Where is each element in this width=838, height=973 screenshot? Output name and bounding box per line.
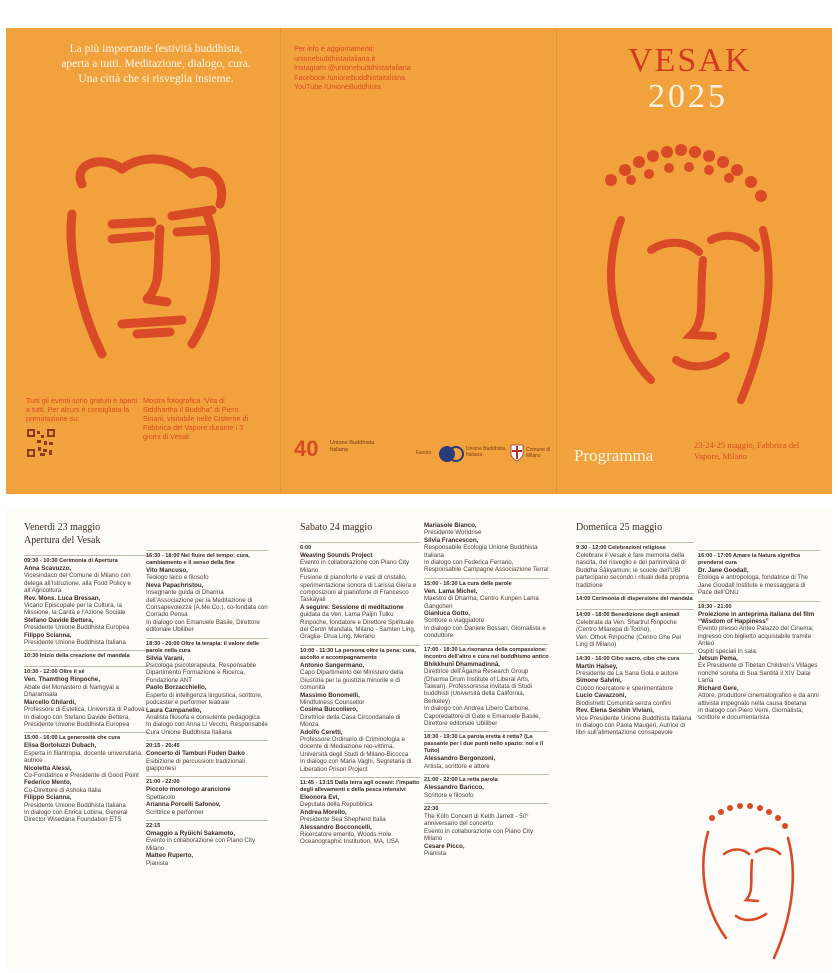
speaker-role: Capo Dipartimento del Ministero della Giustizia per la giustizia minorile e di comunità	[300, 669, 404, 692]
speaker-role: Abate del Monastero di Namgyal a Dharamsala	[24, 683, 119, 699]
session-time: 14:00 - 18:00 Benedizione degli animali	[576, 609, 694, 619]
speaker-name: Cesare Picco,	[424, 842, 465, 850]
milano-crest-icon	[510, 444, 524, 462]
session-block	[424, 813, 549, 857]
speaker-name: Neva Papachristou,	[146, 581, 204, 589]
session-time: 21:00 - 22:00 La retta parola	[424, 774, 549, 784]
moderator: In dialogo con Paola Maugeri, Autrice di libri sull’alimentazione consapevole	[576, 721, 686, 737]
programme-column-friday-evening	[146, 522, 268, 871]
speaker-name: Marcello Ghilardi,	[24, 698, 76, 706]
photo-exhibit-note: Mostra fotografica “Vita di Siddhartha il Buddha” di Piero Siriani, visitabile nelle Cisterne di Fabbrica del Vapore durante i 3 giorni di Vesak	[143, 396, 249, 441]
moderator: In dialogo con Federica Ferrario, Responsabile Campagne Associazione Terra!	[424, 559, 549, 574]
speaker-role: Pianista	[424, 850, 447, 857]
partner-logos	[416, 442, 566, 466]
speaker-role: Teologo laico e filosofo	[146, 574, 209, 582]
speaker-role: Analista filosofa e consulente pedagogica	[146, 713, 260, 721]
speaker-name: Rev. Elena Seishin Viviani,	[576, 707, 654, 715]
speaker-role: Presidente Unione Buddhista Italiana	[24, 801, 126, 809]
event-description: Evento in collaborazione con Piano City Milano	[146, 837, 256, 852]
brush-face-illustration	[42, 144, 242, 374]
speaker-role: Presidente Sea Shepherd Italia	[300, 816, 386, 824]
fold-line	[280, 28, 281, 494]
session-time: 15:00 - 16:30 La cura delle parole	[424, 578, 549, 588]
speaker-role: Co-Fondatrice e Presidente di Good Point	[24, 771, 139, 779]
session-block	[24, 676, 149, 728]
session-time: 10:30 Inizio della creazione del mandala	[24, 650, 149, 660]
ubi-40-logo	[294, 436, 384, 466]
speaker-name: Arianna Porcelli Safonov,	[146, 801, 221, 809]
speaker-name: Adolfo Ceretti,	[300, 728, 343, 736]
programme-column-saturday	[300, 522, 420, 850]
event-name: Proiezione in anteprima italiana del film “Wisdom of Happiness”	[698, 610, 815, 626]
day-heading: Sabato 24 maggio	[300, 522, 373, 533]
tagline-line: La più importante festività buddhista,	[69, 43, 243, 55]
session-time: 20:15 - 20:45	[146, 740, 268, 750]
tagline-line: aperta a tutti. Meditazione, dialogo, cura.	[61, 58, 251, 70]
speaker-role: Deputata della Repubblica	[300, 801, 373, 809]
session-time: 14:30 - 16:00 Cibo sacro, cibo che cura	[576, 653, 694, 663]
session-time: 17:00 - 18:30 La risonanza della compassione: incontro dell’altro e cura nel buddhismo antico	[424, 644, 549, 661]
info-line: Per info e aggiornamenti:	[294, 44, 375, 53]
programme-column-friday	[24, 522, 149, 828]
event-description: Evento presso Anteo Palazzo del Cinema; ingresso con biglietto acquistabile tramite Anteo	[698, 625, 814, 648]
speaker-role: Responsabile Ecologia Unione Buddhista Italiana	[424, 544, 538, 559]
speaker-name: Cosima Buccoliero,	[300, 706, 358, 714]
info-line: unionebuddhistaitaliana.it	[294, 53, 376, 63]
free-entry-note: Tutti gli eventi sono gratuiti e aperti a tutti. Per alcuni è consigliata la prenotazione su:	[26, 396, 138, 423]
session-block	[424, 784, 549, 799]
session-time: 18:30 - 19:30 La parola eretta è retta? (La passante per i due punti nello spazio: noi e il Tutto)	[424, 731, 549, 755]
speaker-role: Pianista	[146, 859, 169, 867]
event-description: Esibizione di percussioni tradizionali giapponesi	[146, 757, 246, 772]
logo-text: Unione Buddhista Italiana	[330, 440, 375, 453]
info-line: Facebook /unionebuddhistaitaliana	[294, 72, 406, 82]
event-name: A seguire: Sessione di meditazione	[300, 603, 404, 611]
session-time: 22:30	[424, 803, 549, 813]
brochure-cover	[6, 28, 832, 494]
event-description: Ven. Othok Rinpoche (Centro Ghe Pel Ling di Milano)	[576, 633, 681, 649]
speaker-role: Presidente Worldrise	[424, 529, 482, 537]
event-description: Ospiti speciali in sala:	[698, 647, 758, 655]
speaker-name: Stefano Davide Bettera,	[24, 616, 94, 624]
session-block	[300, 552, 420, 641]
speaker-role: Vice Presidente Unione Buddhista Italiana	[576, 714, 692, 722]
session-block	[146, 567, 268, 634]
event-name: Omaggio a Ryūichi Sakamoto,	[146, 829, 236, 837]
event-year: 2025	[648, 78, 728, 115]
speaker-role: Scrittore e viaggiatore	[424, 617, 485, 625]
speaker-role: Ex Presidente di Tibetan Children’s Villages nonché sorella di Sua Santità il XIV Dalai Lama	[698, 662, 818, 685]
session-time: 16:00 - 17:00 Amare la Natura significa prendersi cura	[698, 550, 820, 567]
event-name: Piccolo monologo arancione	[146, 786, 231, 794]
speaker-role: Ricercatore emerito, Woods Hole Oceanographic Institution, MA, USA	[300, 831, 400, 846]
speaker-name: Rev. Mons. Luca Bressan,	[24, 594, 101, 602]
speaker-role: Maestro di Dharma, Centro Kunpen Lama Gangchen	[424, 595, 539, 610]
speaker-name: Elisa Bortoluzzi Dubach,	[24, 742, 97, 750]
event-title: VESAK	[628, 42, 752, 79]
speaker-role: Mindfulness Counsellor	[300, 698, 365, 706]
session-block	[698, 611, 820, 722]
speaker-role: Esperto di intelligenza linguistica, scrittore, podcaster e performer teatrale	[146, 691, 263, 707]
speaker-name: Mariasole Bianco,	[424, 522, 477, 529]
speaker-role: Psicologa psicoterapeuta, Responsabile Dipartimento Formazione e Ricerca, Fondazione ANT	[146, 662, 257, 684]
info-line: Instagram @unionebuddhistaitaliana	[294, 63, 411, 72]
session-time: 14:00 Cerimonia di dispersione del mandala	[576, 593, 694, 603]
session-block	[424, 755, 549, 770]
speaker-name: Matteo Ruperto,	[146, 852, 194, 860]
ubi-logo-icon	[438, 444, 464, 464]
speaker-name: Nicoletta Alessi,	[24, 764, 72, 772]
session-time: 21:00 - 22:00	[146, 776, 268, 786]
session-block	[146, 786, 268, 816]
event-dates: 23-24-25 maggio, Fabbrica del Vapore, Milano	[694, 440, 800, 461]
session-block	[146, 655, 268, 736]
speaker-name: Filippo Scianna,	[24, 794, 72, 802]
session-time: 22:15	[146, 820, 268, 830]
contact-info	[294, 44, 464, 92]
speaker-role: Presidente Unione Buddhista Italiana	[24, 639, 126, 647]
event-description: Fusione di pianoforte e vasi di cristallo, sperimentazione sonora di Larissa Giera e composizioni al pianoforte di Francesco Taskayali	[300, 574, 417, 604]
speaker-role: Direttrice dell’Āgama Research Group (Dharma Drum Institute of Liberal Arts, Taiwan), Professoressa invitata di Studi buddhisti (Università della California, Berkeley)	[424, 668, 532, 705]
moderator: In dialogo con Maria Vaghi, Segretaria di Liberation Prison Project	[300, 758, 412, 773]
speaker-name: Jetsun Pema,	[698, 655, 738, 663]
session-block	[146, 830, 268, 867]
speaker-name: Bhikkhunī Dhammadinnā,	[424, 660, 500, 668]
speaker-role: Vicesindaco del Comune di Milano con delega all’Istruzione, alla Food Policy e all’Agricoltura	[24, 572, 131, 595]
qr-code-icon[interactable]	[26, 428, 56, 458]
speaker-name: Laura Campanello,	[146, 706, 202, 714]
speaker-name: Silvia Francescon,	[424, 536, 479, 544]
speaker-role: Presidente de La Sana Gola e autore	[576, 670, 679, 678]
event-name: Concerto di Tamburi Fuden Daiko	[146, 750, 245, 758]
speaker-name: Antonio Sangermano,	[300, 661, 365, 669]
speaker-name: Lucio Cavazzoni,	[576, 692, 627, 700]
speaker-name: Silvia Varani,	[146, 654, 185, 662]
moderator: In dialogo con Piero Verni, Giornalista, scrittore e documentarista	[698, 706, 804, 722]
day-heading: Domenica 25 maggio	[576, 522, 663, 533]
session-block	[576, 552, 694, 589]
session-time: 10:00 - 11:30 La persona oltre la pena: cura, ascolto e accompagnamento	[300, 645, 420, 662]
programme-page	[6, 508, 832, 970]
speaker-role: Presidente Unione Buddhista Europea	[24, 624, 130, 632]
partner-logo-label: Comune di Milano	[526, 447, 551, 459]
speaker-name: Massimo Bonomelli,	[300, 691, 360, 699]
speaker-role: Biodistretti Comunità senza confini	[576, 699, 671, 707]
speaker-name: Federico Mento,	[24, 779, 72, 787]
speaker-role: Co-Direttore di Ashoka Italia	[24, 786, 102, 794]
session-block	[24, 742, 149, 823]
fold-line	[556, 28, 557, 494]
moderator: In dialogo con Stefano Davide Bettera, Presidente Unione Buddhista Europea	[24, 713, 130, 728]
speaker-name: Vito Mancuso,	[146, 567, 188, 574]
speaker-name: Alessandro Bocconcelli,	[300, 823, 372, 831]
event-description: Evento in collaborazione con Piano City Milano	[424, 827, 534, 843]
speaker-name: Filippo Scianna,	[24, 631, 72, 639]
programme-column-sunday-evening	[698, 522, 820, 726]
event-name: Weaving Sounds Project	[300, 552, 373, 559]
session-block	[424, 522, 549, 574]
day-heading: Venerdì 23 maggio	[24, 522, 101, 533]
speaker-role: Vicario Episcopale per la Cultura, la Missione, la Carità e l’Azione Sociale	[24, 602, 126, 617]
programme-column-sunday	[576, 522, 694, 741]
speaker-name: Simone Salvini,	[576, 677, 622, 685]
buddha-sketch-illustration	[694, 798, 804, 966]
session-block	[300, 662, 420, 773]
session-block	[24, 565, 149, 646]
tagline-line: Una città che si risveglia insieme.	[78, 73, 234, 85]
speaker-role: Cuoco ricercatore e sperimentatore	[576, 684, 673, 692]
moderator: In dialogo con Anna Li Vecchi, Responsabile Cura Unione Buddhista Italiana	[146, 721, 268, 736]
event-description: Celebrare il Vesak è fare memoria della nascita, del risveglio e del parinirvāṇa di Buddha Śākyamuni; le scuole dell’UBI partecipano secondo i rituali della propria tradizione	[576, 552, 689, 589]
event-description: Spettacolo	[146, 793, 176, 801]
session-block	[576, 619, 694, 649]
session-time: 18:30 - 20:00 Oltre la terapia: il valore delle parole nella cura	[146, 638, 268, 655]
session-time: 15:00 - 16:00 La generosità che cura	[24, 732, 149, 742]
speaker-name: Alessandro Bergonzoni,	[424, 755, 496, 763]
speaker-name: Andrea Morello,	[300, 808, 347, 816]
session-time: 10:30 - 12:00 Oltre il sé	[24, 666, 149, 676]
session-time: 19:30 - 21:00	[698, 601, 820, 611]
speaker-name: Paolo Borzacchiello,	[146, 684, 207, 692]
speaker-name: Ven. Thamthog Rinpoche,	[24, 676, 100, 684]
speaker-role: Professore Ordinario di Criminologia e docente di Mediazione reo-vittima, Università degli Studi di Milano-Bicocca	[300, 735, 409, 758]
speaker-name: Anna Scavuzzo,	[24, 565, 72, 572]
moderator: In dialogo con Andrea Libero Carbone, Caporedattore di Gate e Emanuele Basile, Direttore editoriale Ubiliber	[424, 705, 541, 727]
moderator: In dialogo con Enrica Lobina, General Director Wisedàna Foundation ETS	[24, 808, 128, 824]
session-block	[300, 794, 420, 846]
speaker-role: Esperta in filantropia, docente universitaria, autrice	[24, 749, 143, 765]
session-time: 9:30 - 12:00 Celebrazioni religiose	[576, 542, 694, 552]
session-time: 16:30 - 18:00 Nel fluire del tempo: cura, cambiamento e il senso della fine	[146, 550, 268, 567]
session-block	[424, 661, 549, 728]
session-time: 09:30 - 10:30 Cerimonia di Apertura	[24, 555, 149, 565]
event-description: guidata da Ven. Lama Paljin Tulku Rinpoche, fondatore e Direttore Spirituale dei Centri Mandala, Milano - Samten Ling, Graglia- Drua Ling, Merano	[300, 611, 416, 641]
moderator: In dialogo con Daniele Bossari, Giornalista e conduttore	[424, 624, 546, 640]
event-description: The Köln Concert di Keith Jarrett - 50° anniversario del concerto	[424, 812, 529, 828]
programme-column-saturday-afternoon	[424, 522, 549, 861]
moderator: In dialogo con Emanuele Basile, Direttore editoriale Ubiliber	[146, 618, 260, 634]
speaker-role: Insegnante guida di Dharma dell’Associazione per la Meditazione di Consapevolezza (A.Me.Co.), co-fondata con Corrado Pensa	[146, 589, 268, 619]
speaker-name: Richard Gere,	[698, 684, 739, 692]
event-description: Celebrata da Ven. Shartrul Rinpoche (Centro Milarepa di Torino),	[576, 619, 677, 634]
speaker-name: Gianluca Gotto,	[424, 610, 471, 618]
session-time: 6:00	[300, 542, 420, 552]
session-block	[424, 588, 549, 640]
speaker-role: Scrittore e filosofo	[424, 791, 474, 799]
buddha-face-illustration	[591, 140, 781, 420]
partner-logo-label: Favolo	[416, 450, 432, 456]
logo-number: 40	[294, 436, 319, 461]
speaker-role: Artista, scrittore e attore	[424, 762, 490, 770]
session-block	[698, 567, 820, 597]
partner-logo-label: Unione Buddhista Italiana	[466, 446, 506, 458]
speaker-role: Attore, produttore cinematografico e da anni attivista impegnato nella causa tibetana	[698, 692, 819, 707]
tagline	[36, 42, 276, 87]
speaker-role: Direttrice della Casa Circondariale di Monza	[300, 713, 401, 729]
programme-heading: Programma	[574, 446, 654, 465]
speaker-name: Alessandro Baricco,	[424, 784, 484, 792]
info-line: YouTube /UnioneBuddhista	[294, 82, 381, 91]
day-subtitle: Apertura del Vesak	[24, 535, 101, 546]
session-block	[146, 750, 268, 772]
speaker-name: Dr. Jane Goodall,	[698, 567, 749, 574]
session-block	[576, 663, 694, 737]
speaker-role: Etologa e antropologa, fondatrice di The Jane Goodall Institute e messaggera di Pace dell’ONU	[698, 574, 808, 597]
speaker-name: Martin Halsey,	[576, 662, 618, 670]
session-time: 11:45 - 13:15 Dalla terra agli oceani: l’impatto degli allevamenti e della pesca intensivi	[300, 777, 420, 794]
speaker-role: Professore di Estetica, Università di Padova	[24, 706, 145, 714]
speaker-name: Eleonora Evi,	[300, 793, 340, 801]
event-description: Evento in collaborazione con Piano City Milano	[300, 559, 410, 574]
speaker-name: Ven. Lama Michel,	[424, 587, 478, 595]
speaker-role: Scrittrice e performer	[146, 808, 204, 816]
